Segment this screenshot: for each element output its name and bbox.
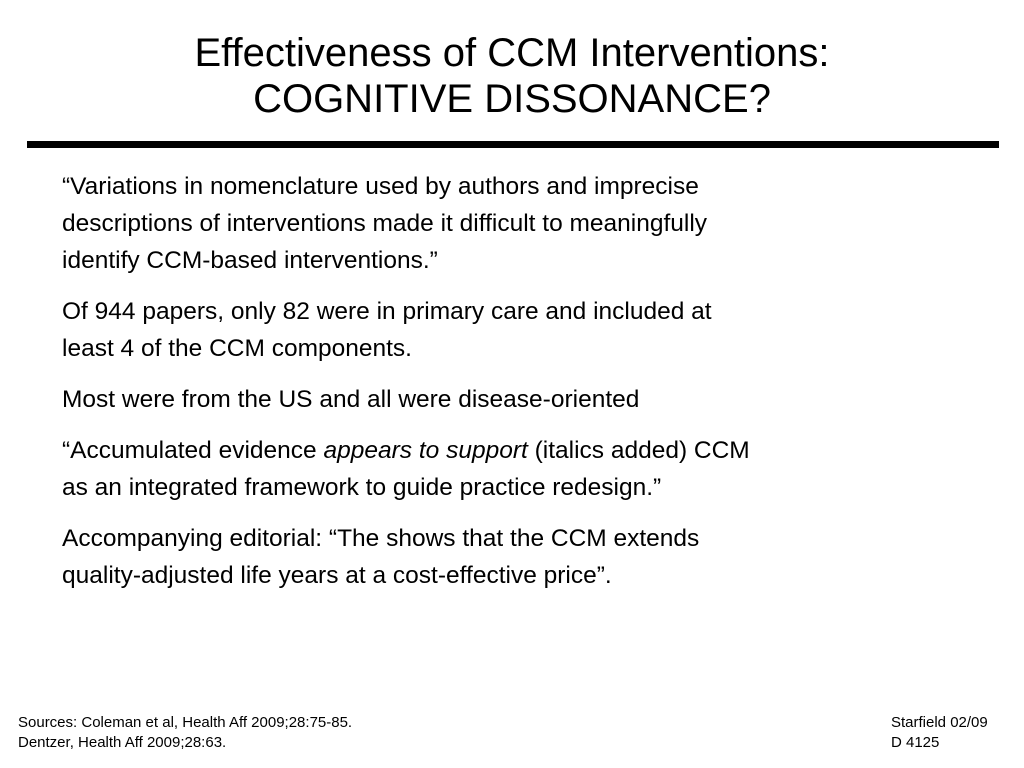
- text-line: as an integrated framework to guide practice redesign.”: [62, 474, 662, 501]
- title-line-1: Effectiveness of CCM Interventions:: [194, 31, 830, 75]
- footer-slide-id: [891, 713, 988, 753]
- footer-slide-number: D 4125: [891, 734, 940, 751]
- text-line: Most were from the US and all were disease-oriented: [62, 386, 640, 413]
- footer-source-line: Sources: Coleman et al, Health Aff 2009;28:75-85.: [18, 714, 353, 731]
- text-line: “Variations in nomenclature used by authors and imprecise: [62, 173, 699, 200]
- slide-body: [62, 168, 962, 608]
- paragraph-accumulated-evidence: [62, 432, 962, 506]
- text-line: descriptions of interventions made it difficult to meaningfully: [62, 210, 708, 237]
- text-line: least 4 of the CCM components.: [62, 335, 412, 362]
- text-line: quality-adjusted life years at a cost-effective price”.: [62, 562, 612, 589]
- italic-emphasis: appears to support: [323, 437, 528, 464]
- text-segment: (italics added) CCM: [527, 437, 750, 464]
- slide-title: [60, 30, 964, 122]
- footer-sources: [18, 713, 352, 753]
- footer-author-date: Starfield 02/09: [891, 714, 988, 731]
- text-line: Accompanying editorial: “The shows that the CCM extends: [62, 525, 700, 552]
- paragraph-papers-count: [62, 293, 962, 367]
- text-line: identify CCM-based interventions.”: [62, 247, 438, 274]
- text-segment: “Accumulated evidence: [62, 437, 324, 464]
- paragraph-editorial: [62, 520, 962, 594]
- text-line: Of 944 papers, only 82 were in primary care and included at: [62, 298, 712, 325]
- paragraph-nomenclature-quote: [62, 168, 962, 279]
- title-divider: [27, 141, 999, 148]
- footer-source-line: Dentzer, Health Aff 2009;28:63.: [18, 734, 227, 751]
- text-line: [62, 432, 962, 469]
- title-line-2: COGNITIVE DISSONANCE?: [253, 77, 771, 121]
- paragraph-disease-oriented: [62, 381, 962, 418]
